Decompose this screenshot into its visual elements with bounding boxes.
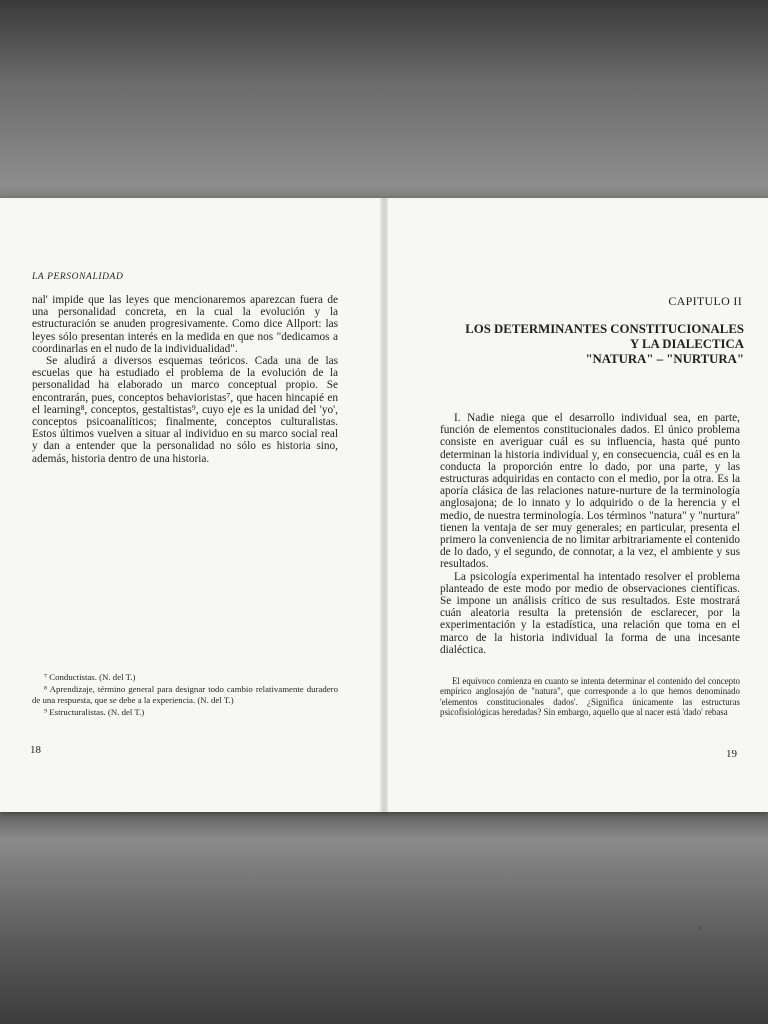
footnotes	[32, 672, 338, 720]
chapter-title-line-3: "NATURA" – "NURTURA"	[585, 352, 744, 366]
right-page	[388, 198, 768, 812]
chapter-title-line-1: LOS DETERMINANTES CONSTITUCIONALES	[465, 322, 744, 336]
book-gutter	[380, 198, 388, 812]
left-paragraph-1: nal' impide que las leyes que mencionaremos aparezcan fuera de una personalidad concreta, en la cual la evolución y la estructuración se anuden progresivamente. Como dice Allport: las leyes sólo presentan interés en la medida en que nos "dedicamos a coordinarlas en el nudo de la individualidad".	[32, 294, 338, 355]
right-paragraph-1: I. Nadie niega que el desarrollo individual sea, en parte, función de elementos constitucionales dados. El único problema consiste en averiguar cuál es su influencia, hasta qué punto determinan la historia individual y, en consecuencia, cuál es en la conducta la proporción entre lo dado, por una parte, y las estructuras adquiridas en contacto con el medio, por la otra. Es la aporía clásica de las relaciones nature-nurture de la terminología anglosajona; de lo innato y lo adquirido o de la herencia y el medio, de nuestra terminología. Los términos "natura" y "nurtura" tienen la ventaja de ser muy generales; en particular, presenta el primero la conveniencia de no limitar arbitrariamente el contenido de lo dado, y el segundo, de connotar, a la vez, el ambiente y sus resultados.	[440, 412, 740, 571]
footnote-9: ⁹ Estructuralistas. (N. del T.)	[44, 707, 145, 718]
open-book	[0, 198, 768, 812]
left-paragraph-2: Se aludirá a diversos esquemas teóricos. Cada una de las escuelas que ha estudiado el problema de la evolución de la personalidad ha elaborado un marco conceptual propio. Se encontrarán, pues, conceptos behavioristas⁷, que hacen hincapié en el learning⁸, conceptos, gestaltistas⁹, cuyo eje es la unidad del 'yo', conceptos psicoanalíticos; finalmente, conceptos culturalistas. Estos últimos vuelven a situar al individuo en su marco social real y dan a entender que la personalidad no sólo es historia sino, además, historia dentro de una historia.	[32, 355, 338, 465]
right-body-text	[440, 412, 740, 656]
small-print-paragraph: El equívoco comienza en cuanto se intenta determinar el contenido del concepto empírico anglosajón de "natura", que corresponde a lo que hemos denominado 'elementos constitucionales dados'. ¿Significa únicamente las estructuras psicofisiológicas heredadas? Sin embargo, aquello que al nacer está 'dado' rebasa	[440, 676, 740, 718]
page-number-left: 18	[30, 744, 41, 756]
left-body-text	[32, 294, 338, 465]
chapter-title-line-2: Y LA DIALECTICA	[629, 337, 744, 351]
right-paragraph-2: La psicología experimental ha intentado resolver el problema planteado de este modo por medio de observaciones científicas. Se impone un análisis crítico de sus resultados. Este mostrará cuán aleatoria resulta la pretensión de esclarecer, por la experimentación y la estadística, una relación que toma en el marco de la historia individual la forma de una incesante dialéctica.	[440, 570, 740, 656]
running-head: LA PERSONALIDAD	[32, 272, 124, 282]
footnote-7: ⁷ Conductistas. (N. del T.)	[44, 672, 136, 682]
scan-speck	[698, 926, 702, 930]
chapter-title	[424, 322, 744, 367]
page-number-right: 19	[726, 748, 737, 760]
left-page	[0, 198, 380, 812]
chapter-label: CAPITULO II	[668, 294, 742, 308]
footnote-8: ⁸ Aprendizaje, término general para designar todo cambio relativamente duradero de una respuesta, que se debe a la experiencia. (N. del T.)	[32, 684, 338, 705]
small-print-text	[440, 676, 740, 718]
